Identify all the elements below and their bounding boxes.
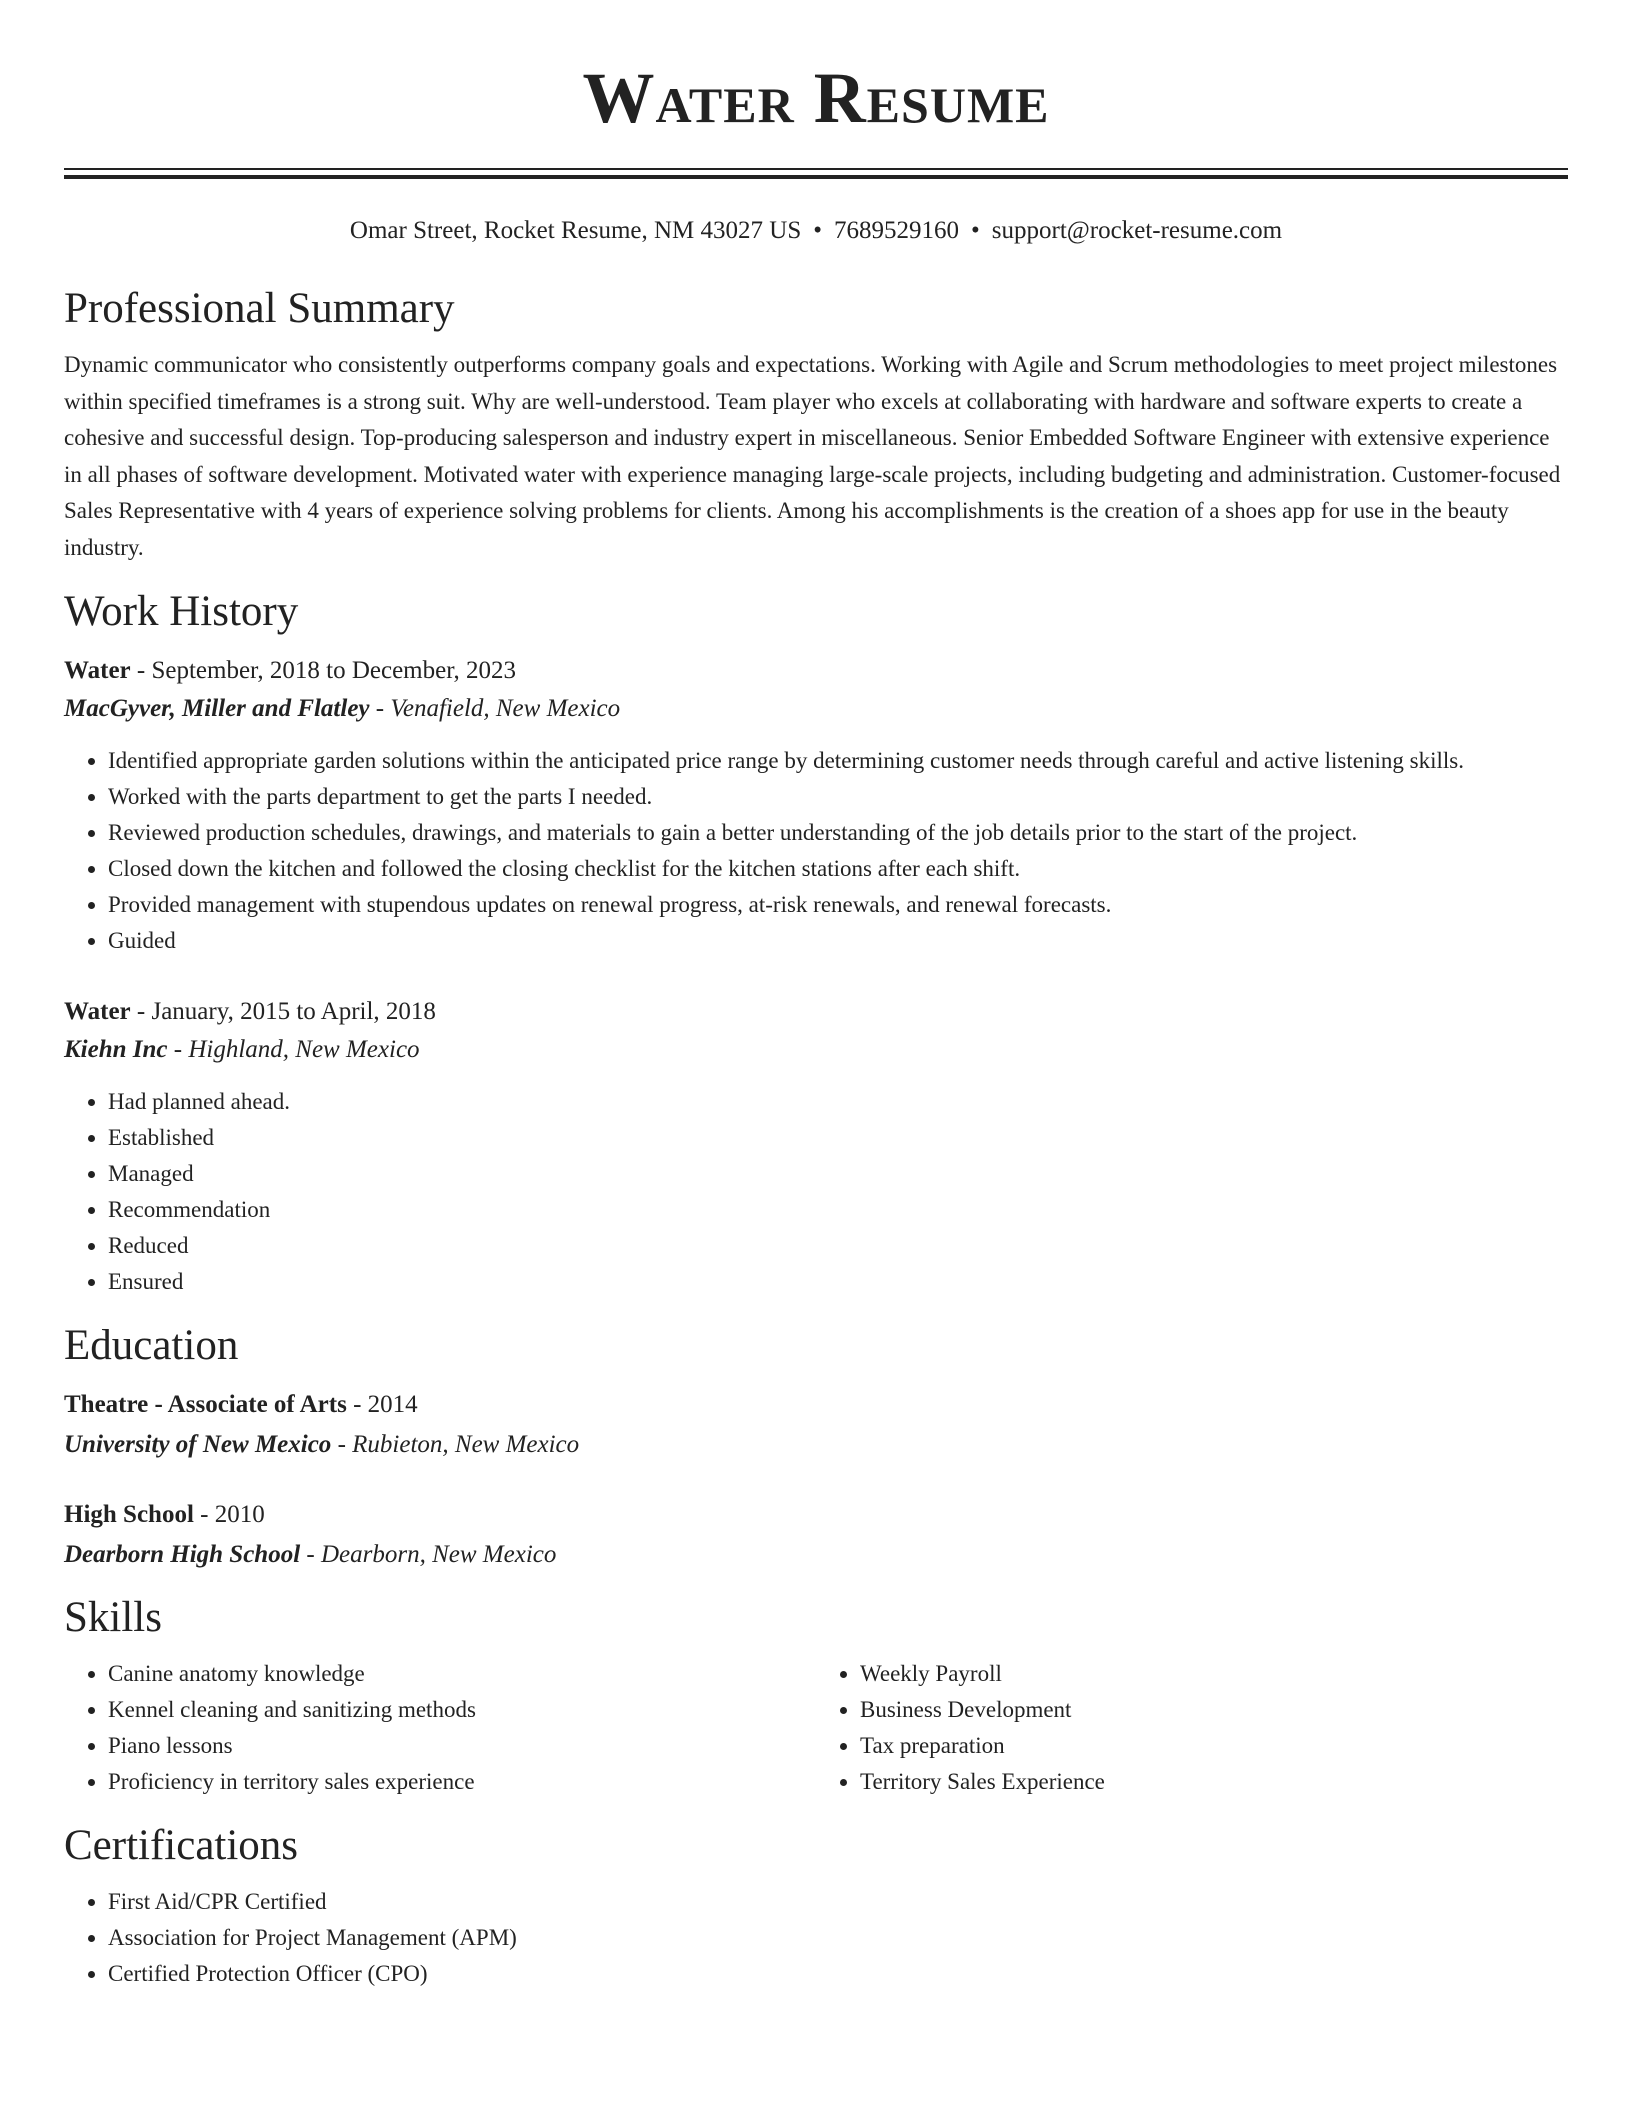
school-location: - Dearborn, New Mexico (300, 1541, 557, 1568)
school-name: University of New Mexico (64, 1431, 332, 1458)
degree-line (64, 1386, 1568, 1424)
job-dates: - January, 2015 to April, 2018 (130, 998, 436, 1025)
list-item: • Recommendation (108, 1192, 1568, 1228)
list-item: • Reviewed production schedules, drawings, and materials to gain a better understanding of the job details prior to the start of the project. (108, 815, 1568, 851)
job-company-line (64, 690, 1568, 728)
job-title: Water (64, 657, 131, 684)
list-item: • Business Development (860, 1692, 1568, 1728)
contact-address: Omar Street, Rocket Resume, NM 43027 US (349, 217, 802, 244)
list-item: • Kennel cleaning and sanitizing methods (108, 1692, 816, 1728)
contact-separator: • (813, 217, 823, 244)
job-company: Kiehn Inc (64, 1036, 168, 1063)
job-company-line (64, 1031, 1568, 1069)
school-location: - Rubieton, New Mexico (331, 1431, 580, 1458)
certifications-list (64, 1884, 1568, 1992)
degree-name: High School (64, 1501, 194, 1528)
list-item: • Closed down the kitchen and followed the closing checklist for the kitchen stations after each shift. (108, 851, 1568, 887)
list-item: • Association for Project Management (APM) (108, 1920, 1568, 1956)
contact-email: support@rocket-resume.com (991, 217, 1283, 244)
list-item: • First Aid/CPR Certified (108, 1884, 1568, 1920)
list-item: • Provided management with stupendous updates on renewal progress, at-risk renewals, and renewal forecasts. (108, 887, 1568, 923)
resume-title: Water Resume (582, 58, 1050, 138)
list-item: • Certified Protection Officer (CPO) (108, 1956, 1568, 1992)
work-history-heading: Work History (64, 588, 299, 635)
degree-year: - 2010 (193, 1501, 265, 1528)
job-location: - Highland, New Mexico (167, 1036, 420, 1063)
job-duties-list (64, 743, 1568, 959)
job-dates: - September, 2018 to December, 2023 (130, 657, 517, 684)
job-duties-list (64, 1084, 1568, 1300)
job-entry (64, 993, 1568, 1300)
list-item: • Worked with the parts department to get the parts I needed. (108, 779, 1568, 815)
list-item: • Managed (108, 1156, 1568, 1192)
title-divider-thin (64, 168, 1568, 170)
job-entry (64, 652, 1568, 959)
list-item: • Piano lessons (108, 1728, 816, 1764)
school-line (64, 1426, 1568, 1464)
job-title: Water (64, 998, 131, 1025)
list-item: • Reduced (108, 1228, 1568, 1264)
list-item: • Territory Sales Experience (860, 1764, 1568, 1800)
list-item: • Had planned ahead. (108, 1084, 1568, 1120)
job-title-line (64, 993, 1568, 1031)
job-title-line (64, 652, 1568, 690)
list-item: • Proficiency in territory sales experience (108, 1764, 816, 1800)
contact-phone: 7689529160 (834, 217, 960, 244)
contact-separator: • (971, 217, 980, 244)
skills-heading: Skills (64, 1594, 162, 1641)
education-entry (64, 1496, 1568, 1574)
school-line (64, 1536, 1568, 1574)
skills-grid (64, 1656, 1568, 1800)
list-item: • Identified appropriate garden solutions within the anticipated price range by determining customer needs through careful and active listening skills. (108, 743, 1568, 779)
list-item: • Canine anatomy knowledge (108, 1656, 816, 1692)
list-item: • Guided (108, 923, 1568, 959)
education-entry (64, 1386, 1568, 1464)
list-item: • Tax preparation (860, 1728, 1568, 1764)
degree-name: Theatre - Associate of Arts (64, 1391, 347, 1418)
job-location: - Venafield, New Mexico (369, 695, 621, 722)
skills-list-left (64, 1656, 816, 1800)
school-name: Dearborn High School (64, 1541, 301, 1568)
degree-line (64, 1496, 1568, 1534)
summary-heading: Professional Summary (64, 285, 455, 332)
list-item: • Ensured (108, 1264, 1568, 1300)
education-heading: Education (64, 1322, 239, 1369)
title-divider-thick (64, 175, 1568, 179)
degree-year: - 2014 (346, 1391, 418, 1418)
list-item: • Weekly Payroll (860, 1656, 1568, 1692)
contact-line (64, 215, 1568, 247)
certifications-heading: Certifications (64, 1822, 299, 1869)
job-company: MacGyver, Miller and Flatley (64, 695, 370, 722)
list-item: • Established (108, 1120, 1568, 1156)
skills-list-right (816, 1656, 1568, 1800)
summary-text: Dynamic communicator who consistently outperforms company goals and expectations. Working with Agile and Scrum methodologies to meet project milestones within specified timeframes is a strong suit. Why are well-understood. Team player who excels at collaborating with hardware and software experts to create a cohesive and successful design. Top-producing salesperson and industry expert in miscellaneous. Senior Embedded Software Engineer with extensive experience in all phases of software development. Motivated water with experience managing large-scale projects, including budgeting and administration. Customer-focused Sales Representative with 4 years of experience solving problems for clients. Among his accomplishments is the creation of a shoes app for use in the beauty industry. (64, 352, 1561, 560)
